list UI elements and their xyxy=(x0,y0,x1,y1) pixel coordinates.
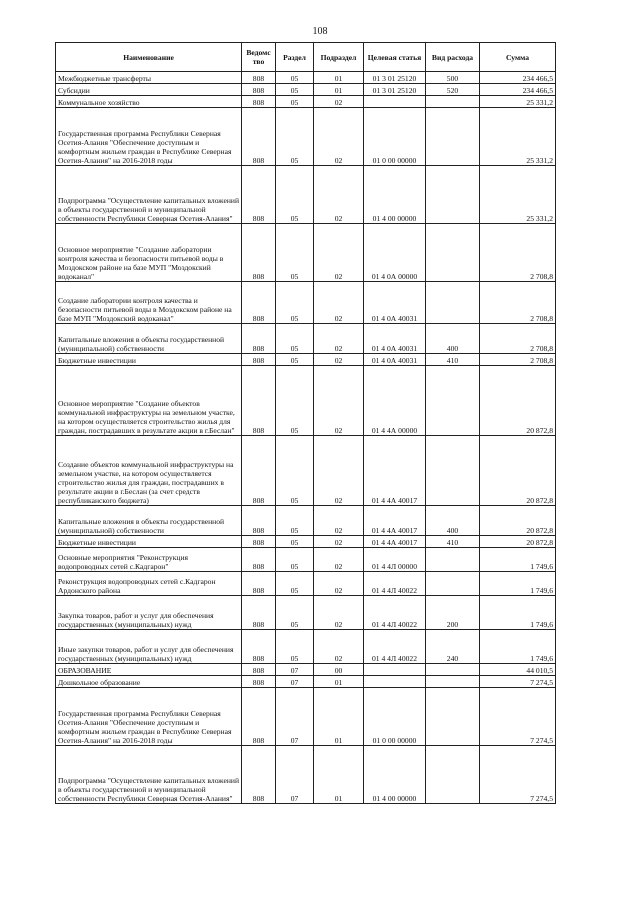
cell-subsection: 02 xyxy=(314,324,364,354)
budget-table xyxy=(55,42,556,804)
cell-target: 01 4 4Л 40022 xyxy=(364,630,426,664)
table-row xyxy=(56,506,556,536)
cell-name: Реконструкция водопроводных сетей с.Кадгарон Ардонского района xyxy=(56,572,242,596)
cell-exp-type xyxy=(426,664,480,676)
cell-target: 01 4 4Л 00000 xyxy=(364,548,426,572)
cell-section: 07 xyxy=(276,746,314,804)
cell-subsection: 02 xyxy=(314,630,364,664)
cell-exp-type xyxy=(426,436,480,506)
table-row xyxy=(56,324,556,354)
cell-target: 01 3 01 25120 xyxy=(364,72,426,84)
cell-target: 01 4 4А 40017 xyxy=(364,536,426,548)
cell-name: Бюджетные инвестиции xyxy=(56,536,242,548)
cell-subsection: 02 xyxy=(314,436,364,506)
cell-name: Создание объектов коммунальной инфраструктуры на земельном участке, на котором осуществляется строительство жилья для граждан, пострадавших в результате акции в г.Беслан (за счет средств республиканского бюджета) xyxy=(56,436,242,506)
cell-dept: 808 xyxy=(242,282,276,324)
cell-name: Субсидии xyxy=(56,84,242,96)
cell-exp-type: 410 xyxy=(426,536,480,548)
cell-dept: 808 xyxy=(242,354,276,366)
table-row xyxy=(56,596,556,630)
table-row xyxy=(56,166,556,224)
cell-dept: 808 xyxy=(242,572,276,596)
cell-dept: 808 xyxy=(242,108,276,166)
cell-target xyxy=(364,676,426,688)
cell-dept: 808 xyxy=(242,436,276,506)
cell-section: 05 xyxy=(276,506,314,536)
cell-target: 01 4 0А 40031 xyxy=(364,282,426,324)
cell-sum: 234 466,5 xyxy=(480,84,556,96)
table-row xyxy=(56,746,556,804)
cell-subsection: 02 xyxy=(314,536,364,548)
cell-section: 05 xyxy=(276,630,314,664)
cell-target: 01 4 4Л 40022 xyxy=(364,596,426,630)
cell-name: Основные мероприятия "Реконструкция водопроводных сетей с.Кадгарон" xyxy=(56,548,242,572)
cell-target: 01 4 00 00000 xyxy=(364,746,426,804)
cell-name: Государственная программа Республики Северная Осетия-Алания "Обеспечение доступным и комфортным жильем граждан в Республике Северная Осетия-Алания" на 2016-2018 годы xyxy=(56,688,242,746)
cell-section: 05 xyxy=(276,572,314,596)
cell-exp-type xyxy=(426,108,480,166)
header-sum: Сумма xyxy=(480,43,556,72)
cell-target xyxy=(364,664,426,676)
cell-exp-type: 200 xyxy=(426,596,480,630)
cell-dept: 808 xyxy=(242,688,276,746)
cell-exp-type: 520 xyxy=(426,84,480,96)
cell-subsection: 02 xyxy=(314,96,364,108)
cell-subsection: 01 xyxy=(314,676,364,688)
cell-target: 01 4 00 00000 xyxy=(364,166,426,224)
cell-dept: 808 xyxy=(242,72,276,84)
cell-dept: 808 xyxy=(242,664,276,676)
table-row xyxy=(56,664,556,676)
cell-exp-type xyxy=(426,688,480,746)
cell-section: 05 xyxy=(276,436,314,506)
cell-sum: 1 749,6 xyxy=(480,548,556,572)
cell-sum: 20 872,8 xyxy=(480,536,556,548)
cell-sum: 2 708,8 xyxy=(480,282,556,324)
cell-sum: 1 749,6 xyxy=(480,596,556,630)
cell-exp-type xyxy=(426,366,480,436)
cell-section: 05 xyxy=(276,282,314,324)
cell-section: 05 xyxy=(276,108,314,166)
cell-subsection: 02 xyxy=(314,354,364,366)
cell-name: Основное мероприятие "Создание лаборатории контроля качества и безопасности питьевой воды в Моздокском районе на базе МУП "Моздокский водоканал" xyxy=(56,224,242,282)
table-row xyxy=(56,282,556,324)
cell-sum: 1 749,6 xyxy=(480,630,556,664)
cell-sum: 25 331,2 xyxy=(480,166,556,224)
cell-target: 01 4 0А 40031 xyxy=(364,354,426,366)
cell-section: 05 xyxy=(276,548,314,572)
cell-subsection: 02 xyxy=(314,108,364,166)
cell-section: 05 xyxy=(276,84,314,96)
table-row xyxy=(56,224,556,282)
cell-subsection: 01 xyxy=(314,746,364,804)
cell-section: 05 xyxy=(276,324,314,354)
cell-target: 01 3 01 25120 xyxy=(364,84,426,96)
cell-exp-type: 410 xyxy=(426,354,480,366)
cell-section: 05 xyxy=(276,96,314,108)
cell-subsection: 02 xyxy=(314,506,364,536)
cell-target: 01 4 4А 40017 xyxy=(364,436,426,506)
cell-target: 01 4 4А 40017 xyxy=(364,506,426,536)
cell-target xyxy=(364,96,426,108)
cell-dept: 808 xyxy=(242,548,276,572)
cell-name: Закупка товаров, работ и услуг для обеспечения государственных (муниципальных) нужд xyxy=(56,596,242,630)
cell-exp-type: 500 xyxy=(426,72,480,84)
cell-subsection: 02 xyxy=(314,548,364,572)
cell-section: 05 xyxy=(276,72,314,84)
cell-exp-type xyxy=(426,166,480,224)
cell-section: 07 xyxy=(276,676,314,688)
cell-subsection: 02 xyxy=(314,572,364,596)
cell-dept: 808 xyxy=(242,366,276,436)
cell-name: Иные закупки товаров, работ и услуг для обеспечения государственных (муниципальных) нужд xyxy=(56,630,242,664)
cell-target: 01 4 4А 00000 xyxy=(364,366,426,436)
cell-target: 01 0 00 00000 xyxy=(364,688,426,746)
table-row xyxy=(56,676,556,688)
header-exp-type: Вид расхода xyxy=(426,43,480,72)
cell-name: Создание лаборатории контроля качества и безопасности питьевой воды в Моздокском районе на базе МУП "Моздокский водоканал" xyxy=(56,282,242,324)
cell-name: ОБРАЗОВАНИЕ xyxy=(56,664,242,676)
cell-dept: 808 xyxy=(242,746,276,804)
cell-subsection: 01 xyxy=(314,84,364,96)
cell-subsection: 02 xyxy=(314,366,364,436)
cell-sum: 2 708,8 xyxy=(480,324,556,354)
cell-exp-type xyxy=(426,282,480,324)
cell-name: Бюджетные инвестиции xyxy=(56,354,242,366)
cell-section: 05 xyxy=(276,354,314,366)
cell-dept: 808 xyxy=(242,630,276,664)
cell-name: Капитальные вложения в объекты государственной (муниципальной) собственности xyxy=(56,506,242,536)
cell-target: 01 0 00 00000 xyxy=(364,108,426,166)
table-row xyxy=(56,354,556,366)
table-row xyxy=(56,630,556,664)
table-row xyxy=(56,436,556,506)
cell-sum: 7 274,5 xyxy=(480,746,556,804)
header-dept: Ведомс тво xyxy=(242,43,276,72)
cell-sum: 2 708,8 xyxy=(480,224,556,282)
cell-dept: 808 xyxy=(242,324,276,354)
cell-sum: 234 466,5 xyxy=(480,72,556,84)
cell-sum: 20 872,8 xyxy=(480,366,556,436)
cell-target: 01 4 4Л 40022 xyxy=(364,572,426,596)
cell-section: 05 xyxy=(276,596,314,630)
cell-name: Дошкольное образование xyxy=(56,676,242,688)
cell-dept: 808 xyxy=(242,96,276,108)
table-row xyxy=(56,572,556,596)
table-row xyxy=(56,536,556,548)
cell-subsection: 01 xyxy=(314,72,364,84)
cell-name: Капитальные вложения в объекты государственной (муниципальной) собственности xyxy=(56,324,242,354)
cell-name: Межбюджетные трансферты xyxy=(56,72,242,84)
cell-dept: 808 xyxy=(242,224,276,282)
table-row xyxy=(56,96,556,108)
table-header-row xyxy=(56,43,556,72)
cell-sum: 25 331,2 xyxy=(480,96,556,108)
cell-dept: 808 xyxy=(242,84,276,96)
cell-subsection: 02 xyxy=(314,596,364,630)
table-row xyxy=(56,366,556,436)
table-row xyxy=(56,108,556,166)
table-row xyxy=(56,548,556,572)
table-row xyxy=(56,72,556,84)
cell-section: 05 xyxy=(276,166,314,224)
cell-subsection: 02 xyxy=(314,166,364,224)
cell-sum: 2 708,8 xyxy=(480,354,556,366)
cell-section: 07 xyxy=(276,664,314,676)
cell-exp-type xyxy=(426,96,480,108)
cell-name: Основное мероприятие "Создание объектов коммунальной инфраструктуры на земельном участке, на котором осуществляется строительство жилья для граждан, пострадавших в результате акции в г.Беслан" xyxy=(56,366,242,436)
header-subsection: Подраздел xyxy=(314,43,364,72)
cell-dept: 808 xyxy=(242,596,276,630)
cell-dept: 808 xyxy=(242,676,276,688)
table-row xyxy=(56,84,556,96)
cell-exp-type: 400 xyxy=(426,324,480,354)
cell-name: Государственная программа Республики Северная Осетия-Алания "Обеспечение доступным и комфортным жильем граждан в Республике Северная Осетия-Алания" на 2016-2018 годы xyxy=(56,108,242,166)
cell-exp-type xyxy=(426,548,480,572)
cell-exp-type: 400 xyxy=(426,506,480,536)
cell-name: Подпрограмма "Осуществление капитальных вложений в объекты государственной и муниципальной собственности Республики Северная Осетия-Алания" xyxy=(56,746,242,804)
cell-exp-type xyxy=(426,676,480,688)
cell-dept: 808 xyxy=(242,536,276,548)
cell-subsection: 00 xyxy=(314,664,364,676)
page-number: 108 xyxy=(312,26,328,37)
header-name: Наименование xyxy=(56,43,242,72)
cell-sum: 44 010,5 xyxy=(480,664,556,676)
cell-section: 07 xyxy=(276,688,314,746)
cell-exp-type xyxy=(426,572,480,596)
cell-sum: 20 872,8 xyxy=(480,506,556,536)
cell-subsection: 02 xyxy=(314,224,364,282)
header-target: Целевая статья xyxy=(364,43,426,72)
cell-sum: 7 274,5 xyxy=(480,688,556,746)
cell-exp-type: 240 xyxy=(426,630,480,664)
cell-name: Коммунальное хозяйство xyxy=(56,96,242,108)
cell-subsection: 02 xyxy=(314,282,364,324)
cell-section: 05 xyxy=(276,366,314,436)
cell-section: 05 xyxy=(276,224,314,282)
cell-section: 05 xyxy=(276,536,314,548)
cell-sum: 7 274,5 xyxy=(480,676,556,688)
cell-sum: 25 331,2 xyxy=(480,108,556,166)
cell-exp-type xyxy=(426,746,480,804)
cell-sum: 20 872,8 xyxy=(480,436,556,506)
cell-target: 01 4 0А 40031 xyxy=(364,324,426,354)
header-section: Раздел xyxy=(276,43,314,72)
cell-sum: 1 749,6 xyxy=(480,572,556,596)
cell-dept: 808 xyxy=(242,506,276,536)
cell-target: 01 4 0А 00000 xyxy=(364,224,426,282)
cell-dept: 808 xyxy=(242,166,276,224)
cell-subsection: 01 xyxy=(314,688,364,746)
table-row xyxy=(56,688,556,746)
cell-name: Подпрограмма "Осуществление капитальных вложений в объекты государственной и муниципальной собственности Республики Северная Осетия-Алания" xyxy=(56,166,242,224)
cell-exp-type xyxy=(426,224,480,282)
